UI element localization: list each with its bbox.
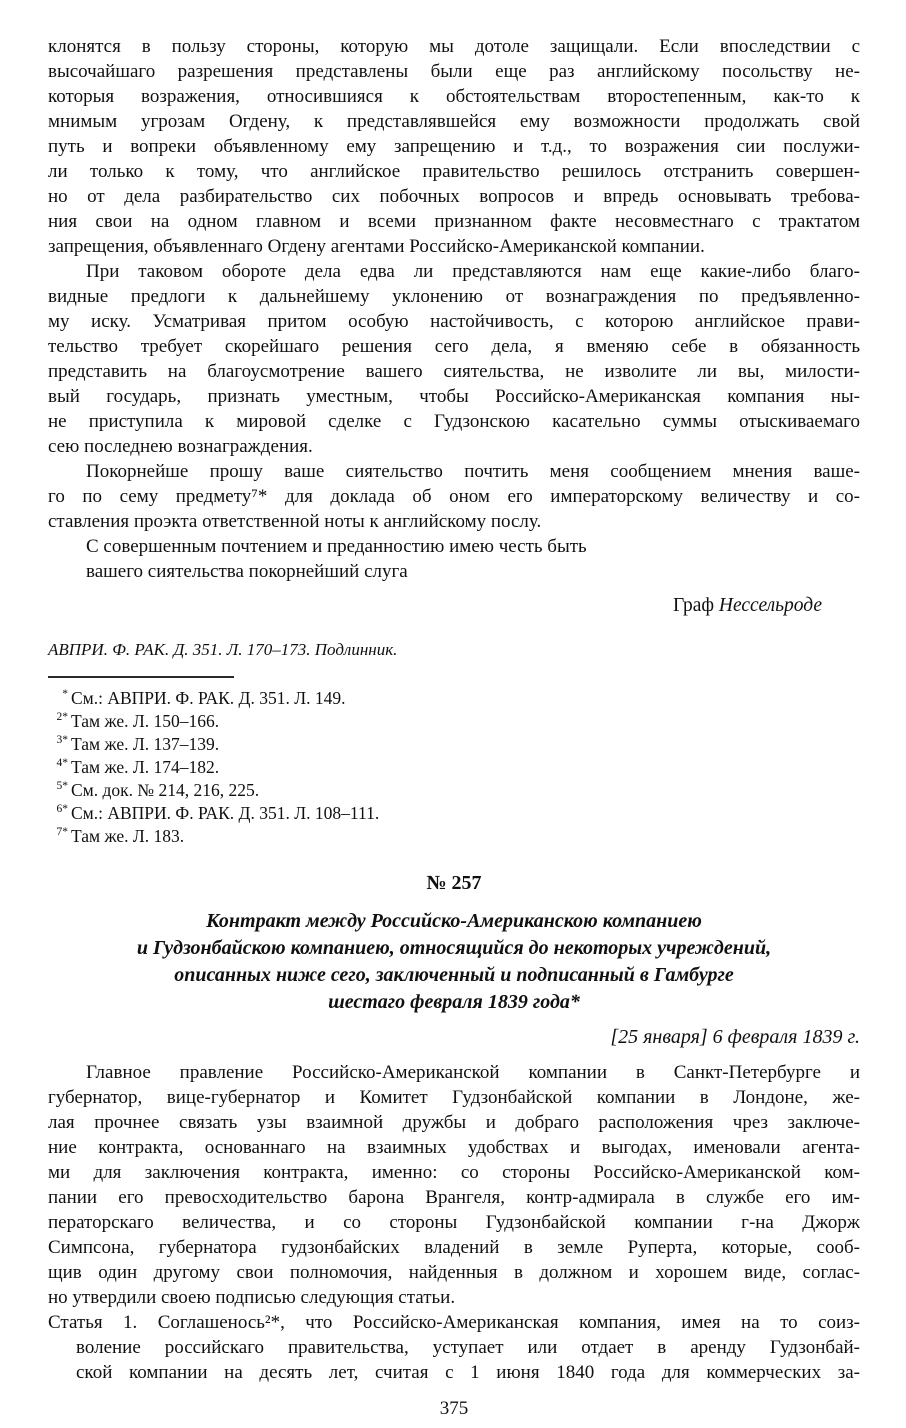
text-line: клонятся в пользу стороны, которую мы дотоле защищали. Если впоследствии с — [48, 36, 860, 57]
text-line: губернатор, вице-губернатор и Комитет Гудзонбайской компании в Лондоне, же- — [48, 1087, 860, 1108]
page-number: 375 — [439, 1398, 469, 1419]
document-number-heading: № 257 — [426, 872, 482, 894]
text-line: ния свои на одном главном и всеми признанном факте несовместнаго с трактатом — [48, 211, 860, 232]
text-line: ператорскаго величества, и со стороны Гудзонбайской компании г-на Джорж — [48, 1212, 860, 1233]
footnote-item: $^{5*}$ См. док. № 214, 216, 225. — [56, 780, 260, 800]
text-line: Покорнейше прошу ваше сиятельство почтить меня сообщением мнения ваше- — [86, 461, 860, 482]
text-line: путь и вопреки объявленному ему запрещению и т.д., то возражения сии послужи- — [48, 136, 860, 157]
text-line: щив один другому свои полномочия, найденныя в должном и хорошем виде, соглас- — [48, 1262, 860, 1283]
text-line: шестаго февраля 1839 года* — [328, 991, 580, 1013]
text-line: ставления проэкта ответственной ноты к английскому послу. — [48, 511, 542, 532]
text-line: ской компании на десять лет, считая с 1 июня 1840 года для коммерческих за- — [76, 1362, 860, 1383]
footnote-item: $^{2*}$ Там же. Л. 150–166. — [56, 711, 220, 731]
text-line: му иску. Усматривая притом особую настойчивость, с которою английское прави- — [48, 311, 860, 332]
text-line: пании его превосходительство барона Врангеля, контр-адмирала в службе его им- — [48, 1187, 860, 1208]
signature-name: Нессельроде — [718, 595, 822, 616]
text-line: и Гудзонбайскою компаниею, относящийся до некоторых учреждений, — [136, 937, 772, 959]
letter-closing-line-1: С совершенным почтением и преданностию имею честь быть — [86, 536, 587, 557]
signature-line — [48, 593, 860, 618]
letter-paragraph-3 — [48, 459, 860, 534]
footnote-separator-rule — [48, 676, 234, 678]
archival-source-line: АВПРИ. Ф. РАК. Д. 351. Л. 170–173. Подлинник. — [48, 640, 398, 659]
text-line: не приступила к мировой сделке с Гудзонскою касательно суммы отыскиваемаго — [48, 411, 860, 432]
footnote-item: $^{4*}$ Там же. Л. 174–182. — [56, 757, 220, 777]
text-line: Статья 1. Соглашенось²*, что Российско-Американская компания, имея на то соиз- — [48, 1312, 860, 1333]
contract-preamble-paragraph — [48, 1060, 860, 1310]
text-line: лая прочнее связать узы взаимной дружбы и добраго расположения чрез заключе- — [48, 1112, 860, 1133]
document-title — [48, 908, 860, 1016]
footnote-item: $^{7*}$ Там же. Л. 183. — [56, 826, 185, 846]
footnote-text: Там же. Л. 174–182. — [71, 757, 220, 777]
text-line: мнимым угрозам Огдену, к представлявшейся ему возможности продолжать свой — [48, 111, 860, 132]
text-line: При таковом обороте дела едва ли представляются нам еще какие-либо благо- — [86, 261, 860, 282]
article-1-paragraph — [48, 1310, 860, 1385]
footnote-text: См.: АВПРИ. Ф. РАК. Д. 351. Л. 149. — [71, 688, 346, 708]
text-line: тельство требует скорейшаго решения сего дела, я вменяю себе в обязанность — [48, 336, 860, 357]
text-line: вый государь, признать уместным, чтобы Российско-Американская компания ны- — [48, 386, 860, 407]
letter-closing-line-2: вашего сиятельства покорнейший слуга — [86, 561, 408, 582]
footnotes-block — [48, 687, 860, 848]
footnote-item: $^{3*}$ Там же. Л. 137–139. — [56, 734, 220, 754]
footnote-text: См. док. № 214, 216, 225. — [71, 780, 260, 800]
text-line: высочайшаго разрешения представлены были еще раз английскому посольству не- — [48, 61, 860, 82]
footnote-item: * См.: АВПРИ. Ф. РАК. Д. 351. Л. 149. — [62, 688, 346, 708]
text-line: Главное правление Российско-Американской компании в Санкт-Петербурге и — [86, 1062, 860, 1083]
letter-continuation-paragraph — [48, 34, 860, 259]
text-line: сею последнею вознаграждения. — [48, 436, 313, 457]
footnote-text: Там же. Л. 150–166. — [71, 711, 220, 731]
text-line: ми для заключения контракта, именно: со стороны Российско-Американской ком- — [48, 1162, 860, 1183]
text-line: воление российскаго правительства, уступает или отдает в аренду Гудзонбай- — [76, 1337, 860, 1358]
document-date: [25 января] 6 февраля 1839 г. — [610, 1026, 860, 1048]
footnote-item: $^{6*}$ См.: АВПРИ. Ф. РАК. Д. 351. Л. 108–111. — [56, 803, 380, 823]
text-line: видные предлоги к дальнейшему уклонению от вознаграждения по предъявленно- — [48, 286, 860, 307]
footnote-text: Там же. Л. 183. — [71, 826, 185, 846]
text-line: Симпсона, губернатора гудзонбайских владений в земле Руперта, которые, сооб- — [48, 1237, 860, 1258]
text-line: го по сему предмету⁷* для доклада об оном его императорскому величеству и со- — [48, 486, 860, 507]
text-line: но от дела разбирательство сих побочных вопросов и впредь основывать требова- — [48, 186, 860, 207]
text-line: описанных ниже сего, заключенный и подписанный в Гамбурге — [174, 964, 734, 986]
footnote-text: См.: АВПРИ. Ф. РАК. Д. 351. Л. 108–111. — [71, 803, 380, 823]
text-line: Контракт между Российско-Американскою компаниею — [206, 910, 702, 932]
text-line: ние контракта, основаннаго на взаимных удобствах и выгодах, именовали агента- — [48, 1137, 860, 1158]
letter-paragraph-2 — [48, 259, 860, 459]
text-line: представить на благоусмотрение вашего сиятельства, не изволите ли вы, милости- — [48, 361, 860, 382]
text-line: которыя возражения, относившияся к обстоятельствам второстепенным, как-то к — [48, 86, 860, 107]
footnote-text: Там же. Л. 137–139. — [71, 734, 220, 754]
text-line: ли только к тому, что английское правительство решилось отстранить совершен- — [48, 161, 860, 182]
text-line: но утвердили своею подписью следующия статьи. — [48, 1287, 456, 1308]
text-line: запрещения, объявленнаго Огдену агентами Российско-Американской компании. — [48, 236, 705, 257]
signature-title: Граф — [672, 595, 719, 616]
